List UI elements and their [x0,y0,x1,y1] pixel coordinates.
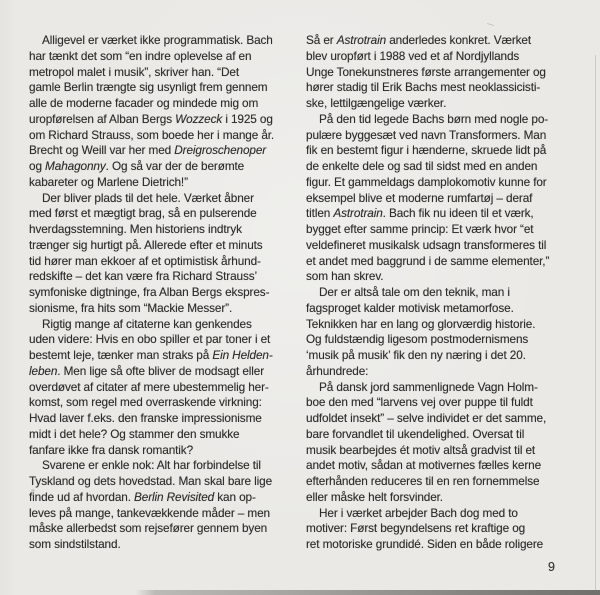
text-line: som sindstilstand. [29,537,121,551]
text-line: komst, som regel med overraskende virkning: [29,395,262,410]
scan-bottom-edge-artifact [0,590,600,595]
paragraph [306,506,569,553]
text-line: ‘musik på musik’ fik den ny næring i det 20. [306,348,526,362]
text-line: Her i værket arbejder Bach dog med to [319,505,518,520]
text-line: sionisme, fra hits som “Mackie Messer”. [29,300,233,315]
two-column-text-block [29,33,569,553]
text-line: uropførelsen af Alban Bergs Wozzeck i 1925 og [29,111,273,126]
text-line: Unge Tonekunstneres første arrangementer og [306,64,546,79]
text-line: ret motoriske grundidé. Siden en både roligere [306,537,544,551]
text-line: overdøvet af citater af mere ubestemmelig her- [29,379,269,394]
text-line: fik en bestemt figur i hænderne, skruede lidt på [306,143,547,158]
text-line: og Mahagonny. Og så var der de berømte [29,159,245,173]
text-line: om Richard Strauss, som boede her i mange år. [29,127,275,142]
text-line: tid hører man ekkoer af et optimistisk århund- [29,253,261,268]
text-line: uden videre: Hvis en obo spiller et par toner i et [29,332,271,347]
text-line: som han skrev. [306,269,384,284]
text-line: Der er altså tale om den teknik, man i [319,285,510,299]
scan-speck [31,489,35,492]
text-line: Tyskland og dets hovedstad. Man skal bare lige [29,474,273,488]
text-line: finde ud af hvordan. Berlin Revisited kan op- [29,489,256,504]
paragraph [29,33,292,191]
text-line: motiver: Først begyndelsens ret kraftige og [306,521,526,536]
text-line: har tænkt det som “en indre oplevelse af en [29,48,252,63]
text-line: kabareter og Marlene Dietrich!” [29,174,188,189]
text-line: Brecht og Weill var her med Dreigroschenoper [29,143,267,158]
paragraph [29,458,292,553]
text-line: veldefineret musikalsk udsagn transformeres til [306,237,547,252]
text-line: bare forvandlet til ukendelighed. Oversat til [306,426,525,441]
text-line: På dansk jord sammenlignede Vagn Holm- [319,379,538,394]
text-line: leves på mange, tankevækkende måder – men [29,505,270,520]
text-line: bygget efter samme princip: Et værk hvor “et [306,222,534,236]
paragraph [306,112,569,285]
text-line: århundrede: [306,363,369,378]
text-line: symfoniske digtninge, fra Alban Bergs ekspres- [29,285,270,299]
text-column-right [306,33,569,553]
paragraph [29,317,292,459]
scan-speck [487,23,494,26]
text-line: Så er Astrotrain anderledes konkret. Værket [306,33,532,47]
text-line: Svarene er enkle nok: Alt har forbindelse til [42,458,261,473]
text-line: måske allerbedst som rejsefører gennem byen [29,521,268,536]
text-line: Rigtig mange af citaterne kan genkendes [42,316,252,331]
text-line: de enkelte dele og sad til sidst med en anden [306,159,538,173]
text-line: figur. Et gammeldags damplokomotiv kunne for [306,174,547,189]
text-line: hører stadig til Erik Bachs mest neoklassicisti- [306,80,541,95]
paragraph [306,285,569,380]
paragraph [29,191,292,317]
text-line: fanfare ikke fra dansk romantik? [29,442,194,457]
paragraph [306,33,569,112]
text-line: andet motiv, sådan at motivernes fælles kerne [306,458,542,473]
text-line: ske, lettilgængelige værker. [306,96,447,110]
text-line: Hvad laver f.eks. den franske impressionisme [29,411,262,425]
text-line: leben. Men lige så ofte bliver de modsagt eller [29,363,265,378]
text-line: Der bliver plads til det hele. Værket åbner [42,190,254,205]
text-line: blev uropført i 1988 ved et af Nordjyllands [306,48,520,63]
text-line: Alligevel er værket ikke programmatisk. Bach [42,33,273,47]
text-line: bestemt leje, tænker man straks på Ein Helden- [29,348,273,362]
text-line: gamle Berlin trængte sig usynligt frem gennem [29,80,268,95]
paragraph [306,380,569,506]
text-line: pulære byggesæt ved navn Transformers. Man [306,127,547,142]
text-line: midt i det hele? Og stammer den smukke [29,426,240,441]
text-line: På den tid legede Bachs børn med nogle po- [319,111,549,126]
text-line: fagsproget kalder motivisk metamorfose. [306,300,514,315]
text-line: eksempel blive et moderne rumfartøj – deraf [306,190,533,205]
text-line: alle de moderne facader og mindede mig om [29,96,259,110]
text-line: redskifte – det kan være fra Richard Strauss’ [29,269,258,284]
text-column-left [29,33,292,553]
text-line: efterhånden reduceres til en ren fornemmelse [306,474,540,488]
scan-right-edge-artifact [595,55,596,595]
text-line: et andet med baggrund i de samme elementer,” [306,253,550,268]
text-line: Teknikken har en lang og glorværdig historie. [306,316,536,331]
text-line: titlen Astrotrain. Bach fik nu ideen til et værk, [306,206,534,221]
text-line: eller måske helt forsvinder. [306,489,443,504]
text-line: hverdagsstemning. Men historiens indtryk [29,222,242,236]
page-number: 9 [548,560,555,574]
text-line: trænger sig hurtigt på. Allerede efter et minuts [29,237,263,252]
text-line: udfoldet insekt” – selve individet er det samme, [306,411,547,425]
text-line: musik bearbejdes ét motiv altså gradvist til et [306,442,536,457]
text-line: metropol malet i musik”, skriver han. “Det [29,64,239,79]
text-line: boe den med “larvens vej over puppe til fuldt [306,395,533,410]
text-line: Og fuldstændig ligesom postmodernismens [306,332,529,347]
text-line: med først et mægtigt brag, så en pulserende [29,206,257,221]
